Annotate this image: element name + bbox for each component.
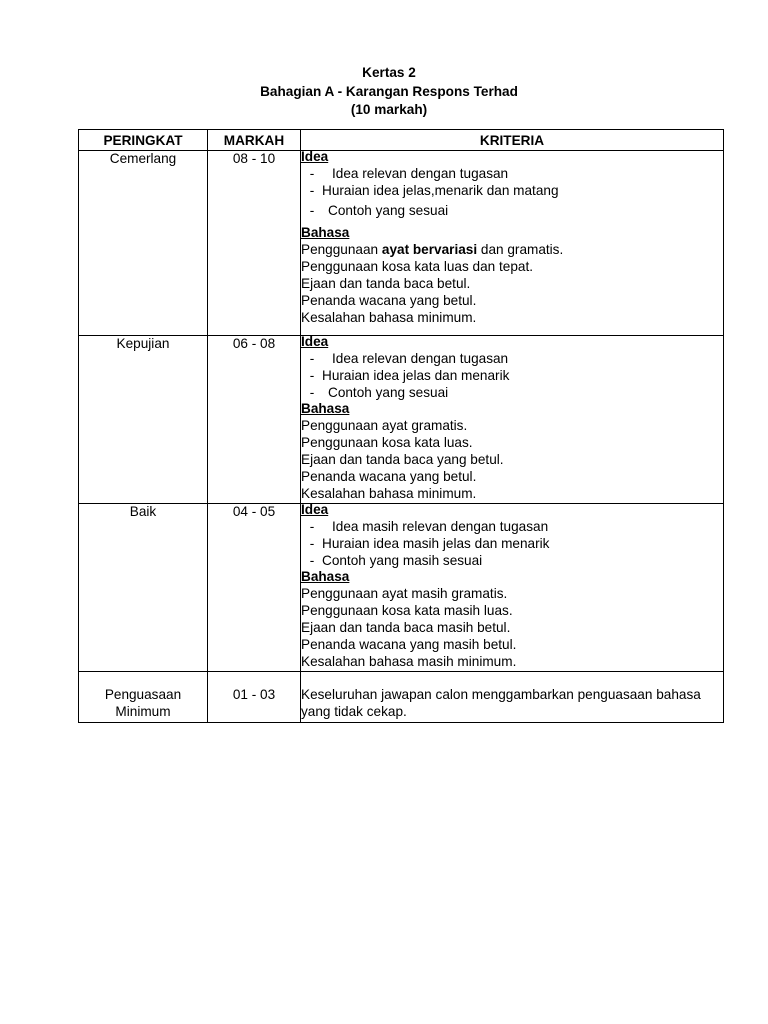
idea-subheading: Idea: [301, 149, 329, 164]
list-item: Penggunaan kosa kata luas.: [301, 435, 473, 450]
list-item: Penanda wacana yang betul.: [301, 293, 477, 308]
list-item: Penggunaan kosa kata luas dan tepat.: [301, 259, 534, 274]
criteria-text: Keseluruhan jawapan calon menggambarkan penguasaan bahasa yang tidak cekap.: [301, 687, 701, 719]
grade-cell: Cemerlang: [79, 151, 208, 336]
table-header-row: [79, 130, 724, 151]
criteria-cell: [301, 504, 724, 672]
bahasa-subheading: Bahasa: [301, 569, 350, 584]
document-heading: [0, 64, 768, 120]
table-row-kepujian: [79, 336, 724, 504]
marks-total: (10 markah): [350, 102, 428, 117]
header-grade: PERINGKAT: [79, 130, 208, 151]
list-item: - Contoh yang masih sesuai: [309, 553, 483, 568]
list-item: Kesalahan bahasa minimum.: [301, 310, 477, 325]
grade-cell: Penguasaan Minimum: [79, 672, 208, 723]
bahasa-subheading: Bahasa: [301, 401, 350, 416]
list-item: - Huraian idea masih jelas dan menarik: [309, 536, 550, 551]
mark-cell: 06 - 08: [208, 336, 301, 504]
list-item: Penggunaan ayat gramatis.: [301, 418, 468, 433]
list-item: - Contoh yang sesuai: [309, 203, 449, 218]
list-item: - Contoh yang sesuai: [309, 385, 449, 400]
list-item: Ejaan dan tanda baca masih betul.: [301, 620, 511, 635]
list-item: Kesalahan bahasa minimum.: [301, 486, 477, 501]
grade-cell: Kepujian: [79, 336, 208, 504]
criteria-cell: [301, 151, 724, 336]
table-row-baik: [79, 504, 724, 672]
list-item: - Idea relevan dengan tugasan: [309, 166, 509, 181]
mark-cell: 01 - 03: [208, 672, 301, 723]
bahasa-subheading: Bahasa: [301, 225, 350, 240]
grade-cell: Baik: [79, 504, 208, 672]
criteria-cell: [301, 336, 724, 504]
list-item: - Huraian idea jelas dan menarik: [309, 368, 510, 383]
table-row-penguasaan-minimum: [79, 672, 724, 723]
list-item: Penanda wacana yang masih betul.: [301, 637, 517, 652]
marking-rubric-table: [78, 129, 724, 723]
list-item: Penggunaan ayat masih gramatis.: [301, 586, 508, 601]
list-item: - Idea masih relevan dengan tugasan: [309, 519, 549, 534]
section-title: Bahagian A - Karangan Respons Terhad: [260, 83, 518, 99]
list-item: - Huraian idea jelas,menarik dan matang: [309, 183, 559, 198]
list-item: Ejaan dan tanda baca betul.: [301, 276, 471, 291]
idea-subheading: Idea: [301, 502, 329, 517]
mark-cell: 04 - 05: [208, 504, 301, 672]
list-item: Penanda wacana yang betul.: [301, 469, 477, 484]
list-item: Penggunaan kosa kata masih luas.: [301, 603, 513, 618]
list-item: Ejaan dan tanda baca yang betul.: [301, 452, 504, 467]
header-criteria: KRITERIA: [301, 130, 724, 151]
mark-cell: 08 - 10: [208, 151, 301, 336]
list-item: Kesalahan bahasa masih minimum.: [301, 654, 517, 669]
list-item: Penggunaan ayat bervariasi dan gramatis.: [301, 242, 564, 257]
criteria-cell: [301, 672, 724, 723]
idea-subheading: Idea: [301, 334, 329, 349]
list-item: - Idea relevan dengan tugasan: [309, 351, 509, 366]
table-row-cemerlang: [79, 151, 724, 336]
header-mark: MARKAH: [208, 130, 301, 151]
paper-title: Kertas 2: [362, 65, 416, 80]
